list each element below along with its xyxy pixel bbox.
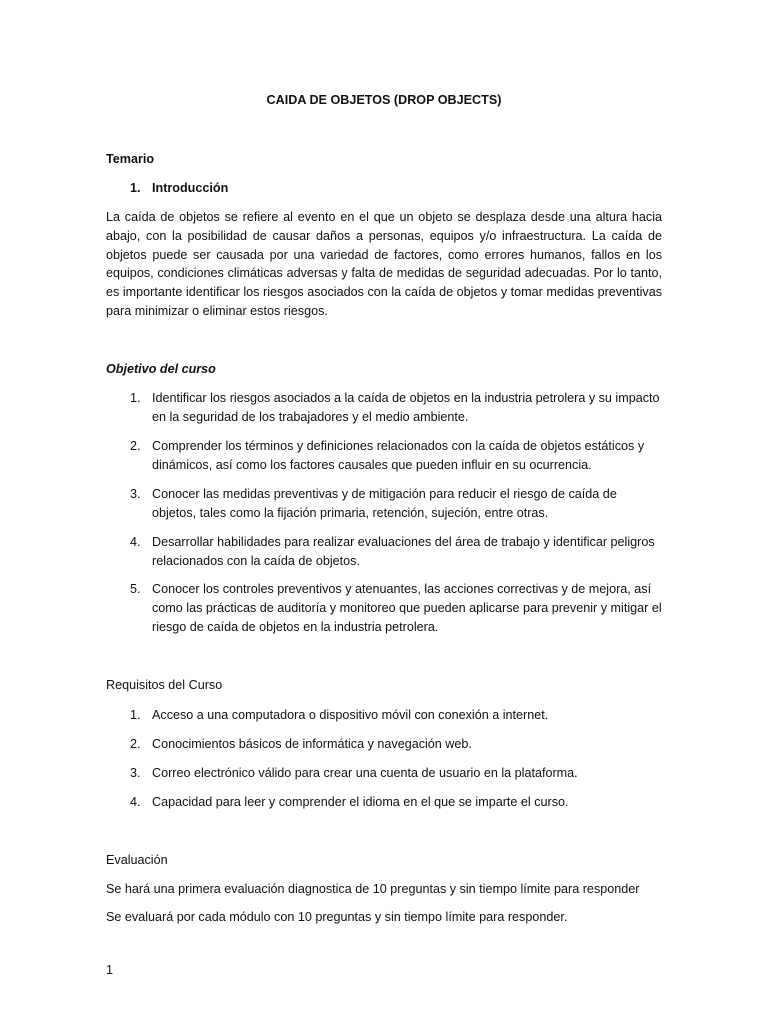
evaluacion-line-1: Se hará una primera evaluación diagnostica de 10 preguntas y sin tiempo límite para responder xyxy=(106,882,640,896)
list-item xyxy=(106,533,662,571)
list-item-text: Identificar los riesgos asociados a la caída de objetos en la industria petrolera y su impacto en la seguridad de los trabajadores y el medio ambiente. xyxy=(152,391,660,424)
intro-heading-text: Introducción xyxy=(152,181,229,195)
list-number: 3. xyxy=(130,766,141,780)
requisitos-heading: Requisitos del Curso xyxy=(106,678,223,692)
list-item-text: Correo electrónico válido para crear una cuenta de usuario en la plataforma. xyxy=(152,766,578,780)
list-number: 4. xyxy=(130,535,141,549)
list-item-text: Capacidad para leer y comprender el idioma en el que se imparte el curso. xyxy=(152,795,569,809)
list-item xyxy=(106,389,662,427)
page-number: 1 xyxy=(106,963,114,977)
list-item xyxy=(106,793,662,812)
list-number: 3. xyxy=(130,487,141,501)
document-title: CAIDA DE OBJETOS (DROP OBJECTS) xyxy=(266,93,502,107)
list-item xyxy=(106,485,662,523)
list-item-text: Conocer las medidas preventivas y de mitigación para reducir el riesgo de caída de objetos, tales como la fijación primaria, retención, sujeción, entre otras. xyxy=(152,487,617,520)
list-item-text: Desarrollar habilidades para realizar evaluaciones del área de trabajo y identificar peligros relacionados con la caída de objetos. xyxy=(152,535,655,568)
intro-paragraph: La caída de objetos se refiere al evento en el que un objeto se desplaza desde una altura hacia abajo, con la posibilidad de causar daños a personas, equipos y/o infraestructura. La caída de objetos puede ser causada por una variedad de factores, como errores humanos, fallos en los equipos, condiciones climáticas adversas y falta de medidas de seguridad adecuadas. Por lo tanto, es importante identificar los riesgos asociados con la caída de objetos y tomar medidas preventivas para minimizar o eliminar estos riesgos. xyxy=(106,210,662,318)
intro-number: 1. xyxy=(130,181,141,195)
temario-heading: Temario xyxy=(106,152,155,166)
evaluacion-heading: Evaluación xyxy=(106,853,168,867)
list-item xyxy=(106,706,662,725)
objetivo-heading: Objetivo del curso xyxy=(106,362,216,376)
list-number: 5. xyxy=(130,582,141,596)
list-item-text: Conocimientos básicos de informática y navegación web. xyxy=(152,737,472,751)
list-item xyxy=(106,735,662,754)
list-item-text: Acceso a una computadora o dispositivo móvil con conexión a internet. xyxy=(152,708,549,722)
list-number: 1. xyxy=(130,708,141,722)
list-item-text: Comprender los términos y definiciones relacionados con la caída de objetos estáticos y dinámicos, así como los factores causales que pueden influir en su ocurrencia. xyxy=(152,439,645,472)
intro-heading xyxy=(106,179,662,198)
list-number: 1. xyxy=(130,391,141,405)
list-number: 2. xyxy=(130,737,141,751)
list-item xyxy=(106,580,662,636)
list-item xyxy=(106,764,662,783)
list-number: 2. xyxy=(130,439,141,453)
list-item-text: Conocer los controles preventivos y atenuantes, las acciones correctivas y de mejora, así como las prácticas de auditoría y monitoreo que pueden aplicarse para prevenir y mitigar el riesgo de caída de objetos en la industria petrolera. xyxy=(152,582,662,634)
evaluacion-line-2: Se evaluará por cada módulo con 10 preguntas y sin tiempo límite para responder. xyxy=(106,910,568,924)
list-item xyxy=(106,437,662,475)
list-number: 4. xyxy=(130,795,141,809)
